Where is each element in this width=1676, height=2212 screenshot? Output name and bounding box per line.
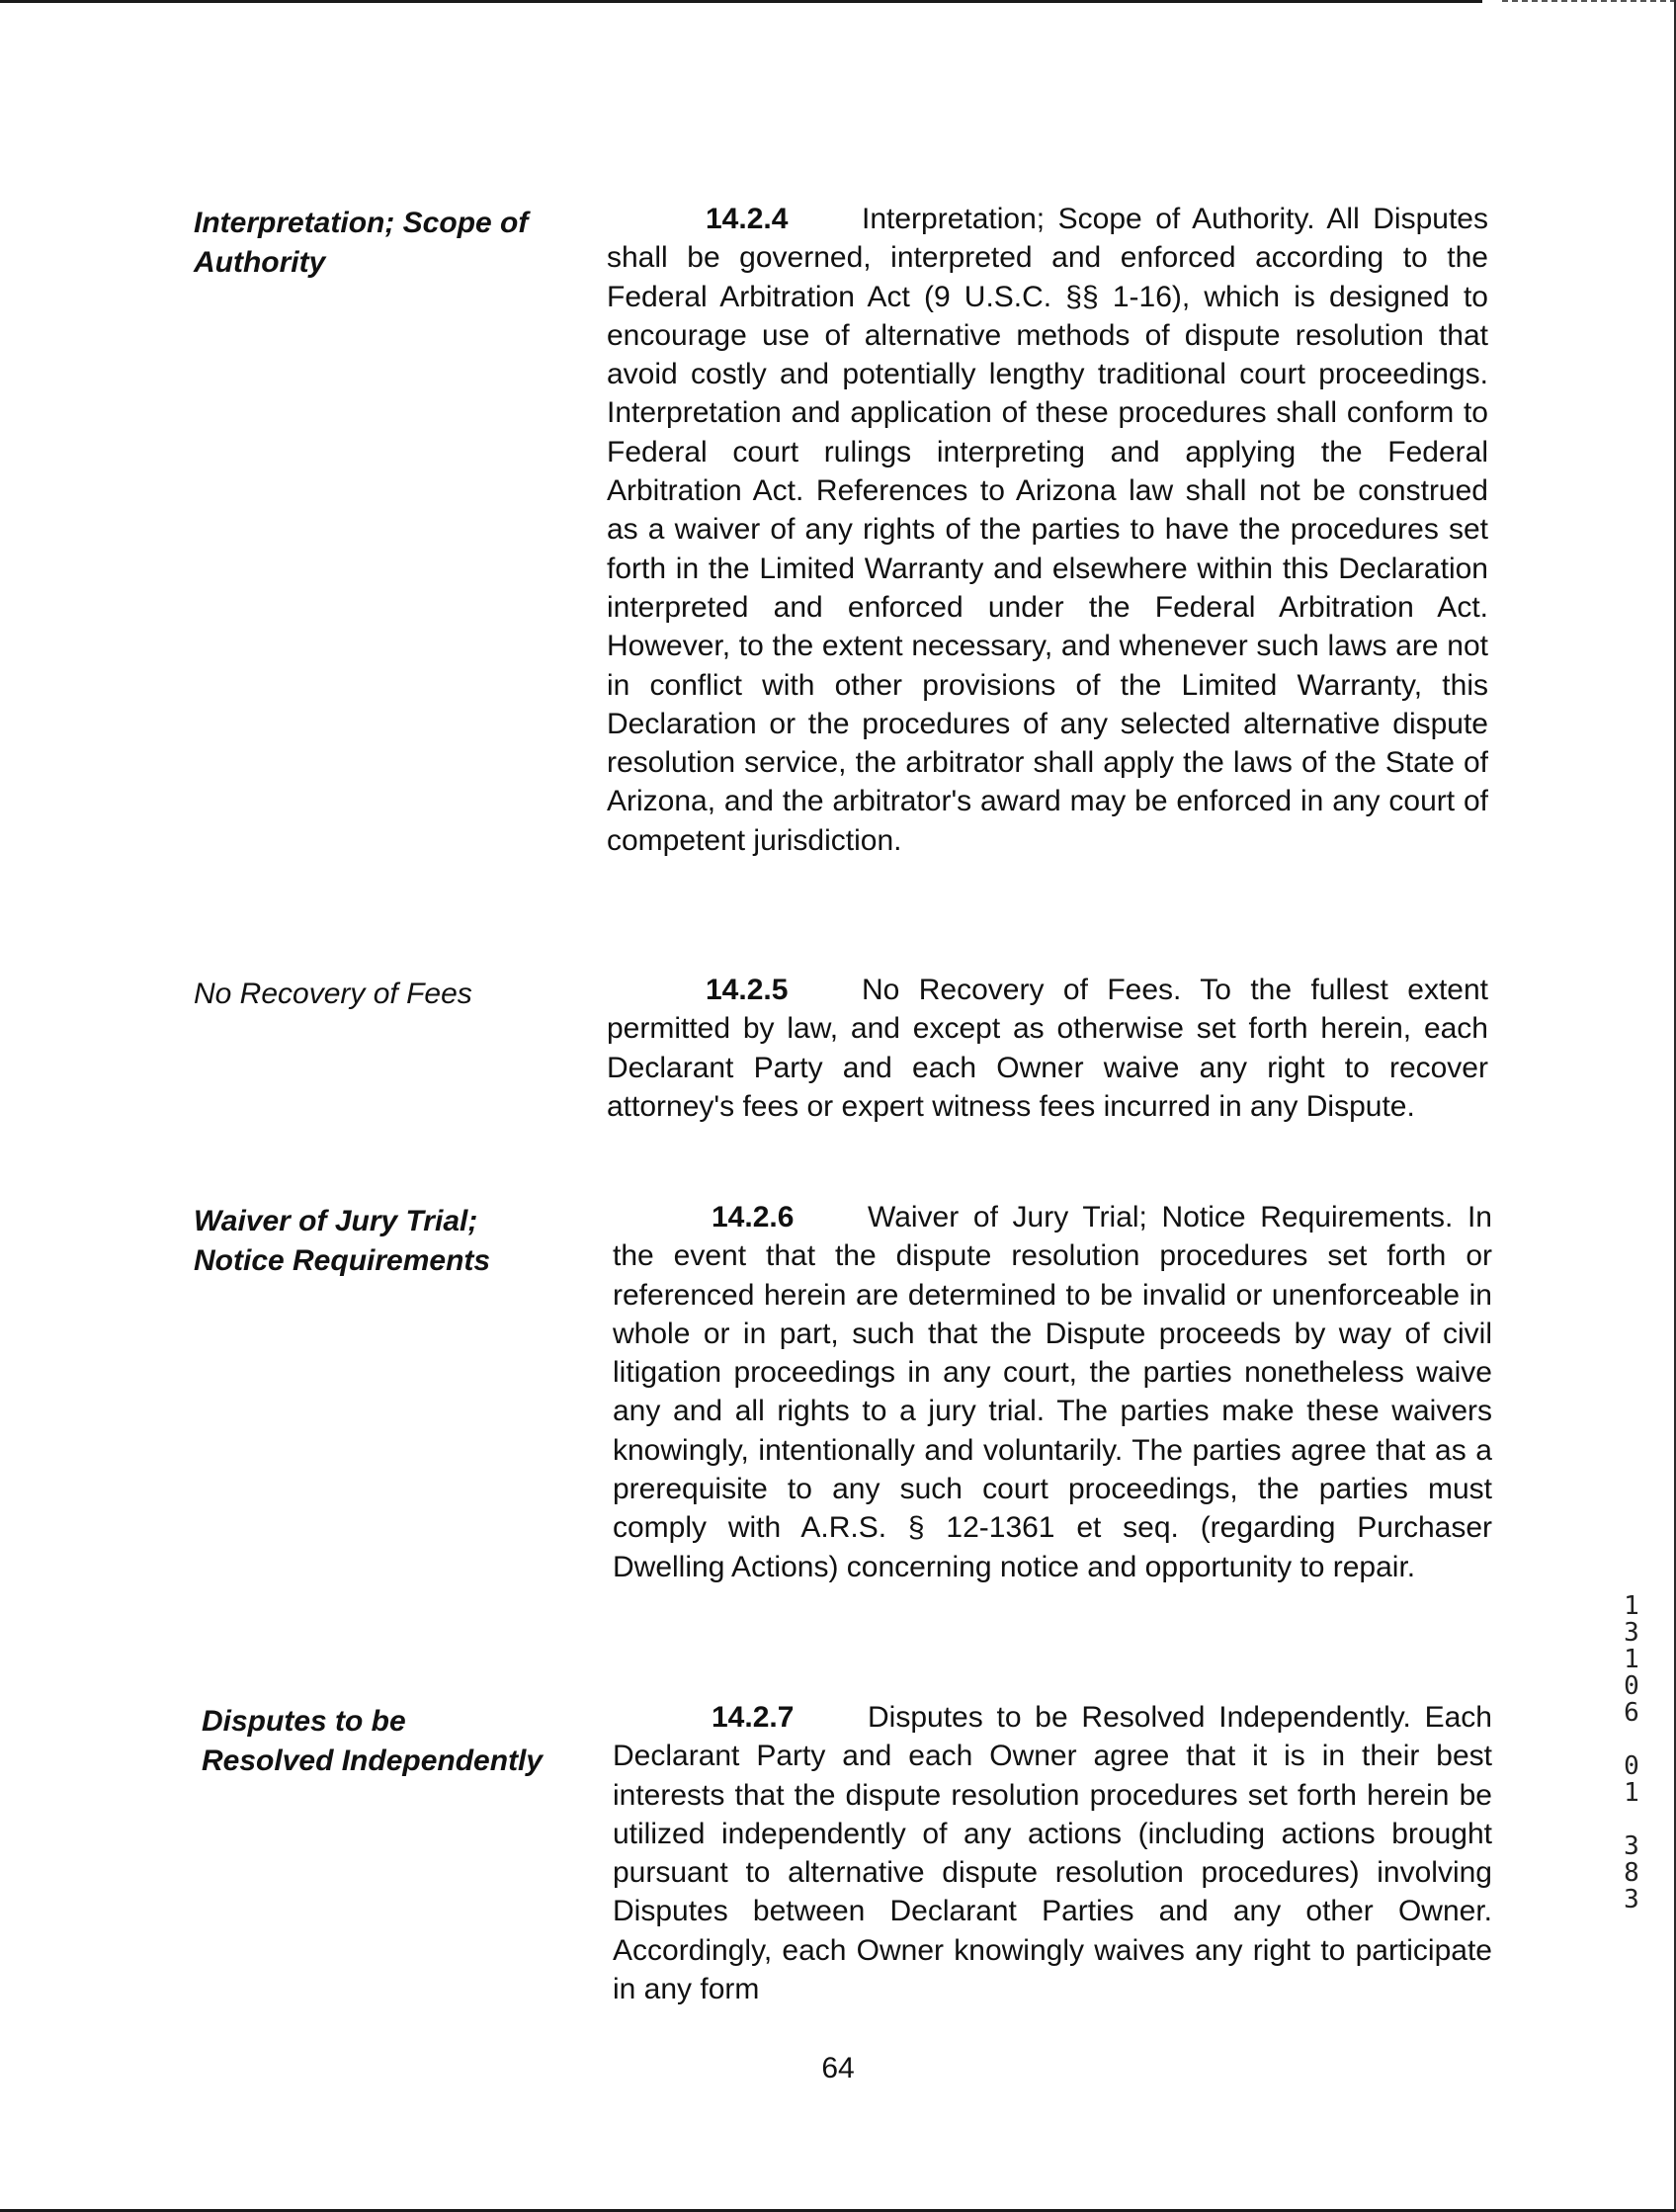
section-body: Interpretation; Scope of Authority. All Disputes shall be governed, interpreted and enforced according to the Federal Arbitration Act (9 U.S.C. §§ 1-16), which is designed to encourage use of alternative methods of dispute resolution that avoid costly and potentially lengthy traditional court proceedings. Interpretation and application of these procedures shall conform to Federal court rulings interpreting and applying the Federal Arbitration Act. References to Arizona law shall not be construed as a waiver of any rights of the parties to have the procedures set forth in the Limited Warranty and elsewhere within this Declaration interpreted and enforced under the Federal Arbitration Act. However, to the extent necessary, and whenever such laws are not in conflict with other provisions of the Limited Warranty, this Declaration or the procedures of any selected alternative dispute resolution service, the arbitrator shall apply the laws of the State of Arizona, and the arbitrator's award may be enforced in any court of competent jurisdiction. (607, 203, 1488, 857)
section-number: 14.2.5 (706, 974, 789, 1006)
section-paragraph (613, 1698, 1492, 2008)
side-heading (194, 975, 609, 1014)
side-heading-line: No Recovery of Fees (194, 978, 472, 1010)
section-body: Disputes to be Resolved Independently. Each Declarant Party and each Owner agree that it is in their best interests that the dispute resolution procedures set forth herein be utilized independently of any actions (including actions brought pursuant to alternative dispute resolution procedures) involving Disputes between Declarant Parties and any other Owner. Accordingly, each Owner knowingly waives any right to participate in any form (613, 1701, 1492, 2006)
recorder-stamp: 1 3 1 0 6 0 1 3 8 3 (1624, 1591, 1639, 1914)
section-number: 14.2.7 (712, 1701, 795, 1734)
section-body: Waiver of Jury Trial; Notice Requirements. In the event that the dispute resolution procedures set forth or referenced herein are determined to be invalid or unenforceable in whole or in part, such that the Dispute proceeds by way of civil litigation proceedings in any court, the parties nonetheless waive any and all rights to a jury trial. The parties make these waivers knowingly, intentionally and voluntarily. The parties agree that as a prerequisite to any such court proceedings, the parties must comply with A.R.S. § 12-1361 et seq. (regarding Purchaser Dwelling Actions) concerning notice and opportunity to repair. (613, 1201, 1492, 1583)
side-heading (202, 1702, 617, 1781)
side-heading-line: Disputes to be (202, 1705, 406, 1738)
section-paragraph (607, 200, 1488, 860)
side-heading-line: Authority (194, 246, 326, 279)
side-heading-line: Interpretation; Scope of (194, 207, 529, 239)
section-paragraph (607, 971, 1488, 1126)
section-paragraph (613, 1198, 1492, 1586)
side-heading (194, 1202, 609, 1281)
section-number: 14.2.6 (712, 1201, 795, 1234)
side-heading-line: Notice Requirements (194, 1244, 491, 1277)
side-heading-line: Waiver of Jury Trial; (194, 1205, 478, 1237)
side-heading (194, 204, 609, 283)
side-heading-line: Resolved Independently (202, 1744, 544, 1777)
page-number: 64 (821, 2052, 855, 2084)
scan-border-top (0, 0, 1482, 3)
section-body: No Recovery of Fees. To the fullest extent permitted by law, and except as otherwise set forth herein, each Declarant Party and each Owner waive any right to recover attorney's fees or expert witness fees incurred in any Dispute. (607, 974, 1488, 1123)
section-number: 14.2.4 (706, 203, 789, 235)
scan-border-top-right (1502, 0, 1676, 2)
